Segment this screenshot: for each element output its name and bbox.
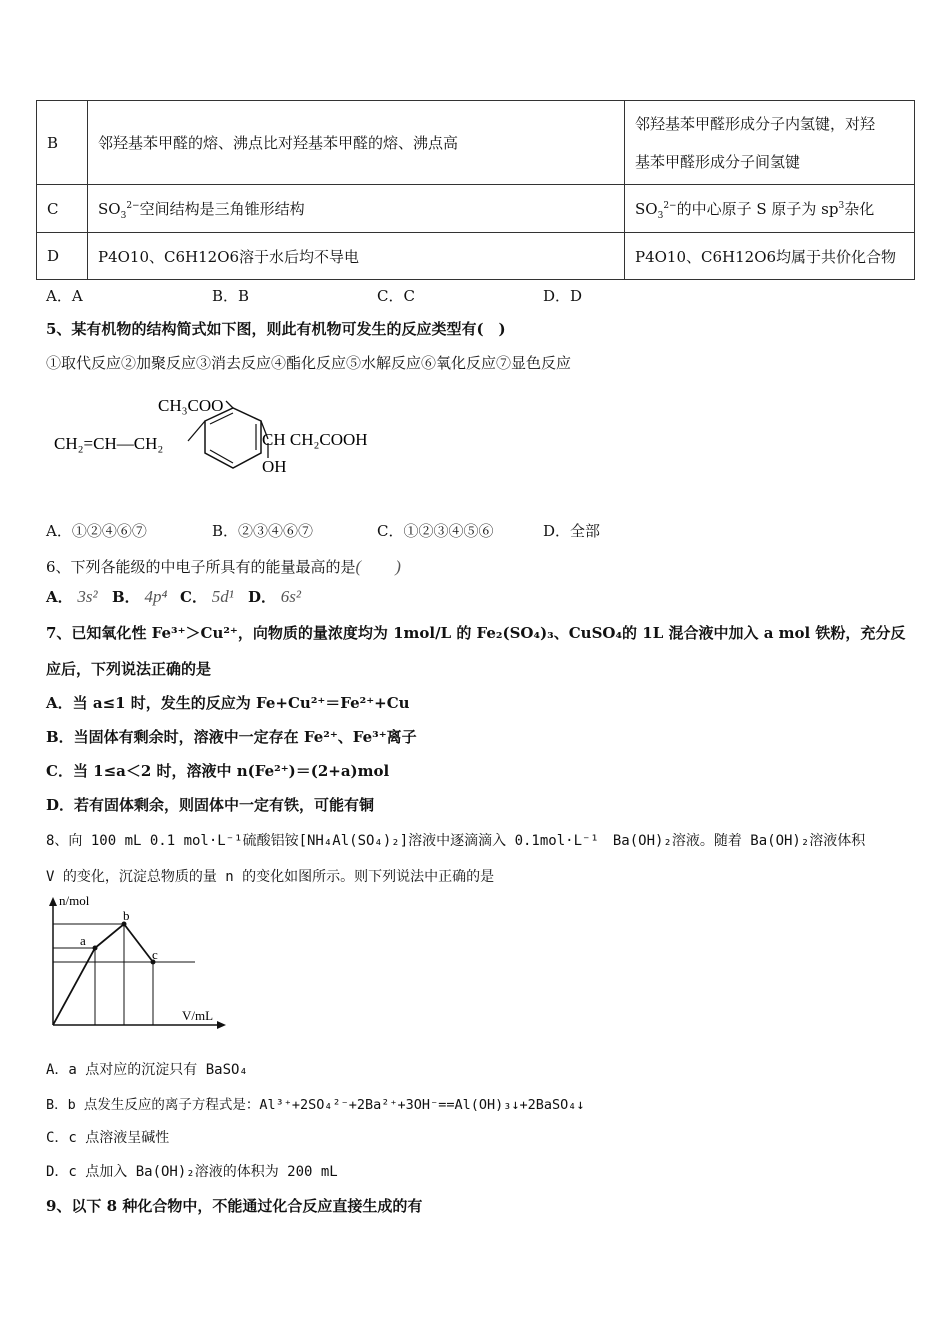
option-a[interactable]: A．当 a≤1 时，发生的反应为 Fe+Cu²⁺＝Fe²⁺+Cu <box>46 694 410 712</box>
question-9-stem: 9、以下 8 种化合物中，不能通过化合反应直接生成的有 <box>46 1197 423 1215</box>
question-5-stem: 5、某有机物的结构简式如下图，则此有机物可发生的反应类型有( ) <box>46 320 506 338</box>
text: 6、下列各能级的中电子所具有的能量最高的是 <box>46 558 356 576</box>
text: 5d¹ <box>211 587 234 606</box>
row-reason <box>625 185 915 233</box>
group-bottom: OH <box>262 457 287 476</box>
bond <box>226 401 233 408</box>
option-c[interactable]: C．C <box>377 287 415 305</box>
option-a[interactable]: A．①②④⑥⑦ <box>46 522 147 540</box>
text: 2− <box>126 201 140 211</box>
group-left: CH₂=CH—CH₂ <box>54 434 164 453</box>
group-right: CH CH₂COOH <box>262 430 368 449</box>
label-a: a <box>80 933 86 948</box>
reason-line: 基苯甲醛形成分子间氢键 <box>635 152 801 171</box>
precipitate-graph <box>40 890 240 1032</box>
option-c[interactable]: C．c 点溶液呈碱性 <box>46 1130 170 1146</box>
text: C． <box>180 588 207 606</box>
option-d[interactable]: D．若有固体剩余，则固体中一定有铁，可能有铜 <box>46 796 375 814</box>
x-axis-arrow <box>217 1021 226 1029</box>
reason-line: 邻羟基苯甲醛形成分子内氢键，对羟 <box>635 114 876 133</box>
text: 的中心原子 S 原子为 sp <box>676 200 839 218</box>
row-key: B <box>37 101 88 185</box>
text: 空间结构是三角锥形结构 <box>139 200 305 218</box>
text: A． <box>46 588 73 606</box>
comparison-table <box>36 100 915 280</box>
text: 6s² <box>280 587 302 606</box>
question-5-types: ①取代反应②加聚反应③消去反应④酯化反应⑤水解反应⑥氧化反应⑦显色反应 <box>46 354 572 372</box>
text: 3s² <box>77 587 98 606</box>
option-b[interactable]: B．②③④⑥⑦ <box>212 522 314 540</box>
question-8-stem: V 的变化，沉淀总物质的量 n 的变化如图所示。则下列说法中正确的是 <box>46 869 495 885</box>
option-b[interactable]: B．b 点发生反应的离子方程式是：Al³⁺+2SO₄²⁻+2Ba²⁺+3OH⁻==Al(OH)₃↓+2BaSO₄↓ <box>46 1097 585 1113</box>
option-c[interactable] <box>180 586 234 607</box>
option-d[interactable] <box>248 586 301 607</box>
option-b[interactable]: B．B <box>212 287 250 305</box>
option-d[interactable]: D．全部 <box>543 522 601 540</box>
text: 3 <box>120 211 127 221</box>
text: SO <box>635 200 658 218</box>
option-a[interactable]: A．A <box>46 287 83 305</box>
x-axis-label: V/mL <box>182 1008 214 1023</box>
y-axis-arrow <box>49 897 57 906</box>
option-d[interactable]: D．c 点加入 Ba(OH)₂溶液的体积为 200 mL <box>46 1164 338 1180</box>
label-b: b <box>123 908 130 923</box>
option-d[interactable]: D．D <box>543 287 583 305</box>
option-a[interactable] <box>46 586 98 607</box>
row-statement: 邻羟基苯甲醛的熔、沸点比对羟基苯甲醛的熔、沸点高 <box>88 101 625 185</box>
option-c[interactable]: C．当 1≤a＜2 时，溶液中 n(Fe²⁺)＝(2+a)mol <box>46 762 390 780</box>
row-reason <box>625 101 915 185</box>
question-6-stem <box>46 552 401 577</box>
text: 3 <box>657 211 664 221</box>
label-c: c <box>152 947 158 962</box>
row-statement: P4O10、C6H12O6溶于水后均不导电 <box>88 233 625 280</box>
text: B． <box>112 588 140 606</box>
table-row <box>37 101 915 185</box>
text: SO <box>98 200 121 218</box>
option-c[interactable]: C．①②③④⑤⑥ <box>377 522 494 540</box>
text: 4p⁴ <box>144 587 168 606</box>
text: 2− <box>663 201 677 211</box>
text: 3 <box>838 201 845 211</box>
row-reason: P4O10、C6H12O6均属于共价化合物 <box>625 233 915 280</box>
group-top: CH₃COO <box>158 396 224 415</box>
row-key: D <box>37 233 88 280</box>
option-b[interactable] <box>112 586 167 607</box>
row-key: C <box>37 185 88 233</box>
option-b[interactable]: B．当固体有剩余时，溶液中一定存在 Fe²⁺、Fe³⁺离子 <box>46 728 417 746</box>
table-row <box>37 185 915 233</box>
text: D． <box>248 588 277 606</box>
text: ( ) <box>355 557 401 576</box>
curve <box>53 924 153 1025</box>
bond <box>188 421 205 441</box>
structure-formula <box>50 388 400 488</box>
question-7-stem: 7、已知氧化性 Fe³⁺＞Cu²⁺，向物质的量浓度均为 1mol/L 的 Fe₂(SO₄)₃、CuSO₄的 1L 混合液中加入 a mol 铁粉，充分反 <box>46 624 906 642</box>
benzene-ring <box>205 408 261 468</box>
row-statement <box>88 185 625 233</box>
text: 杂化 <box>844 200 875 218</box>
question-7-stem: 应后，下列说法正确的是 <box>46 660 212 678</box>
option-a[interactable]: A．a 点对应的沉淀只有 BaSO₄ <box>46 1062 248 1078</box>
table-row <box>37 233 915 280</box>
y-axis-label: n/mol <box>59 893 90 908</box>
point-a <box>93 946 98 951</box>
question-8-stem: 8、向 100 mL 0.1 mol·L⁻¹硫酸铝铵[NH₄Al(SO₄)₂]溶液中逐滴滴入 0.1mol·L⁻¹ Ba(OH)₂溶液。随着 Ba(OH)₂溶液体积 <box>46 833 866 849</box>
